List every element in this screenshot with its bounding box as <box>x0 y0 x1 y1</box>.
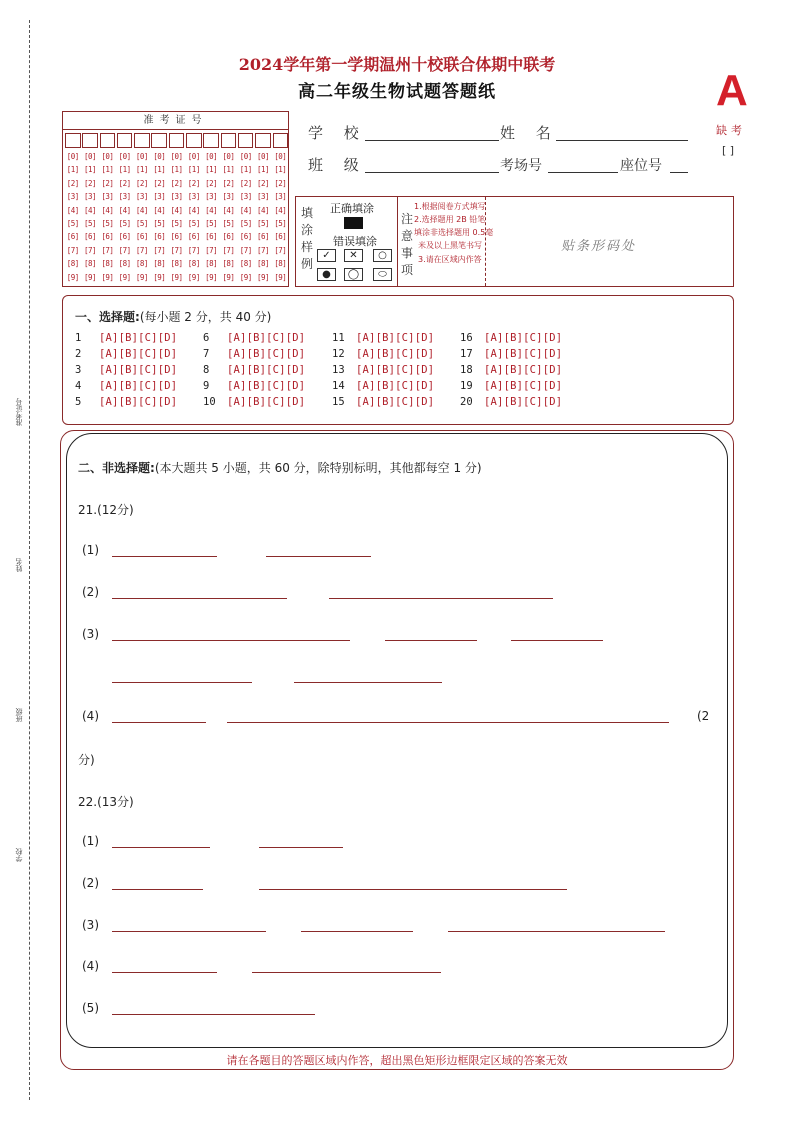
digit-bubble[interactable]: [8] <box>135 259 148 269</box>
answer-options[interactable]: [A][B][C][D] <box>227 332 306 344</box>
seat-field[interactable] <box>670 172 688 173</box>
notice-label <box>400 211 414 279</box>
answer-options[interactable]: [A][B][C][D] <box>484 396 563 408</box>
exam-number-grid <box>62 111 289 287</box>
absent-label: 缺考 <box>716 124 746 137</box>
digit-bubble[interactable]: [6] <box>222 232 235 242</box>
nonchoice-heading: 二、非选择题: <box>78 461 155 475</box>
digit-bubble[interactable]: [4] <box>101 205 114 215</box>
digit-bubble[interactable]: [5] <box>84 219 97 228</box>
barcode-area: 贴条形码处 <box>561 239 637 254</box>
notice-line: 1.根据阅卷方式填写 <box>414 202 486 211</box>
write-cell[interactable] <box>65 133 81 148</box>
question-number: 15 <box>332 396 345 408</box>
answer-line[interactable] <box>112 598 287 599</box>
side-label-class: 班级 <box>15 708 23 722</box>
question-number: 17 <box>460 348 473 360</box>
answer-options[interactable]: [A][B][C][D] <box>227 348 306 360</box>
digit-bubble[interactable]: [0] <box>118 152 131 161</box>
digit-bubble[interactable]: [8] <box>274 259 287 269</box>
digit-bubble[interactable]: [7] <box>205 245 218 255</box>
choice-note: (每小题 2 分，共 40 分) <box>139 310 272 324</box>
q21-sub3: (3) <box>82 627 99 641</box>
answer-line[interactable] <box>266 556 371 557</box>
question-number: 3 <box>75 364 82 376</box>
digit-bubble[interactable]: [8] <box>101 259 114 269</box>
digit-bubble[interactable]: [2] <box>274 178 287 188</box>
digit-bubble[interactable]: [6] <box>274 232 287 242</box>
answer-line[interactable] <box>112 1014 315 1015</box>
digit-bubble[interactable]: [2] <box>118 178 131 188</box>
check-mark-icon: ✓ <box>317 249 336 262</box>
choice-section <box>62 295 734 425</box>
digit-bubble[interactable]: [9] <box>66 272 79 282</box>
digit-bubble[interactable]: [6] <box>101 232 114 242</box>
digit-bubble[interactable]: [0] <box>153 152 166 161</box>
digit-bubble[interactable]: [2] <box>239 178 252 188</box>
answer-line[interactable] <box>112 640 350 641</box>
digit-bubble[interactable]: [9] <box>170 272 183 282</box>
correct-fill-label: 正确填涂 <box>330 202 374 215</box>
digit-bubble[interactable]: [6] <box>84 232 97 242</box>
answer-line[interactable] <box>259 847 343 848</box>
digit-bubble[interactable]: [6] <box>153 232 166 242</box>
digit-bubble[interactable]: [4] <box>118 205 131 215</box>
digit-bubble[interactable]: [7] <box>101 245 114 255</box>
digit-bubble[interactable]: [6] <box>205 232 218 242</box>
digit-bubble[interactable]: [9] <box>118 272 131 282</box>
digit-bubble[interactable]: [3] <box>118 192 131 202</box>
answer-options[interactable]: [A][B][C][D] <box>484 380 563 392</box>
side-label-exam-number: 准考证号 <box>15 398 23 426</box>
oval-mark-icon: ◯ <box>344 268 363 281</box>
digit-bubble[interactable]: [4] <box>256 205 270 215</box>
fill-example-label <box>300 205 314 273</box>
digit-bubble[interactable]: [0] <box>84 152 97 161</box>
digit-bubble[interactable]: [5] <box>118 219 131 228</box>
circle-mark-icon: ○ <box>373 249 392 262</box>
write-cell[interactable] <box>238 133 254 148</box>
digit-bubble[interactable]: [4] <box>84 205 97 215</box>
digit-bubble[interactable]: [5] <box>256 219 270 228</box>
points-note: (2 <box>697 709 710 723</box>
answer-options[interactable]: [A][B][C][D] <box>99 364 178 376</box>
exam-number-write-cells <box>65 133 290 148</box>
write-cell[interactable] <box>203 133 219 148</box>
answer-options[interactable]: [A][B][C][D] <box>99 396 178 408</box>
digit-bubble[interactable]: [3] <box>205 192 218 202</box>
answer-line[interactable] <box>112 556 217 557</box>
label-char: 样 <box>300 240 313 254</box>
answer-options[interactable]: [A][B][C][D] <box>484 364 563 376</box>
digit-bubble[interactable]: [2] <box>101 178 114 188</box>
ellipse-mark-icon: ⬭ <box>373 268 392 281</box>
digit-bubble[interactable]: [1] <box>274 165 287 175</box>
digit-bubble[interactable]: [2] <box>66 178 79 188</box>
write-cell[interactable] <box>100 133 116 148</box>
choice-title <box>75 308 271 325</box>
nonchoice-note: (本大题共 5 小题，共 60 分，除特别标明，其他都每空 1 分) <box>154 461 482 475</box>
digit-bubble[interactable]: [5] <box>222 219 235 228</box>
notice-line: 2.选择题用 2B 铅笔 <box>414 215 486 224</box>
digit-bubble[interactable]: [2] <box>205 178 218 188</box>
digit-bubble[interactable]: [8] <box>66 259 79 269</box>
answer-line[interactable] <box>301 931 413 932</box>
digit-bubble[interactable]: [5] <box>274 219 287 228</box>
side-label-school: 学校 <box>15 848 23 862</box>
q22-sub5: (5) <box>82 1001 99 1015</box>
q21-sub4: (4) <box>82 709 99 723</box>
nonchoice-title <box>78 459 482 476</box>
answer-line[interactable] <box>112 722 206 723</box>
digit-bubble[interactable]: [6] <box>118 232 131 242</box>
digit-bubble[interactable]: [7] <box>274 245 287 255</box>
digit-bubble[interactable]: [1] <box>205 165 218 175</box>
digit-row <box>65 206 290 215</box>
digit-bubble[interactable]: [8] <box>256 259 270 269</box>
digit-bubble[interactable]: [4] <box>239 205 252 215</box>
notice-line: 填涂非选择题用 0.5毫 <box>414 228 494 237</box>
digit-bubble[interactable]: [4] <box>153 205 166 215</box>
cut-line <box>29 20 30 1100</box>
digit-bubble[interactable]: [6] <box>170 232 183 242</box>
digit-bubble[interactable]: [8] <box>205 259 218 269</box>
answer-options[interactable]: [A][B][C][D] <box>484 332 563 344</box>
digit-bubble[interactable]: [5] <box>135 219 148 228</box>
digit-bubble[interactable]: [1] <box>153 165 166 175</box>
answer-options[interactable]: [A][B][C][D] <box>227 380 306 392</box>
digit-bubble[interactable]: [3] <box>187 192 200 202</box>
write-cell[interactable] <box>221 133 237 148</box>
digit-bubble[interactable]: [1] <box>66 165 79 175</box>
digit-bubble[interactable]: [2] <box>84 178 97 188</box>
digit-bubble[interactable]: [9] <box>84 272 97 282</box>
digit-bubble[interactable]: [3] <box>274 192 287 202</box>
digit-bubble[interactable]: [8] <box>222 259 235 269</box>
digit-bubble[interactable]: [7] <box>256 245 270 255</box>
question-number: 19 <box>460 380 473 392</box>
absent-checkbox[interactable]: [ ] <box>722 144 735 157</box>
digit-bubble[interactable]: [1] <box>84 165 97 175</box>
q21-sub2: (2) <box>82 585 99 599</box>
digit-bubble[interactable]: [2] <box>170 178 183 188</box>
label-char: 意 <box>400 229 413 243</box>
digit-row <box>65 179 290 188</box>
digit-bubble[interactable]: [3] <box>222 192 235 202</box>
digit-bubble[interactable]: [4] <box>205 205 218 215</box>
school-label: 学 校 <box>308 124 367 142</box>
write-cell[interactable] <box>169 133 185 148</box>
answer-area-inner-border <box>66 433 728 1048</box>
room-label: 考场号 <box>500 158 542 174</box>
digit-bubble[interactable]: [7] <box>222 245 235 255</box>
seat-label: 座位号 <box>620 158 662 174</box>
cross-mark-icon: ✕ <box>344 249 363 262</box>
answer-options[interactable]: [A][B][C][D] <box>99 348 178 360</box>
correct-fill-sample <box>344 217 363 229</box>
digit-bubble[interactable]: [8] <box>118 259 131 269</box>
question-number: 1 <box>75 332 82 344</box>
digit-row <box>65 152 290 161</box>
digit-bubble[interactable]: [9] <box>256 272 270 282</box>
footer-notice: 请在各题目的答题区域内作答，超出黑色矩形边框限定区域的答案无效 <box>226 1054 568 1067</box>
digit-bubble[interactable]: [5] <box>153 219 166 228</box>
write-cell[interactable] <box>186 133 202 148</box>
digit-bubble[interactable]: [7] <box>135 245 148 255</box>
question-number: 7 <box>203 348 210 360</box>
answer-line[interactable] <box>294 682 442 683</box>
digit-bubble[interactable]: [9] <box>153 272 166 282</box>
class-label: 班 级 <box>308 156 367 174</box>
exam-title: 2024学年第一学期温州十校联合体期中联考 <box>238 55 556 74</box>
digit-row <box>65 192 290 201</box>
digit-bubble[interactable]: [9] <box>135 272 148 282</box>
label-char: 事 <box>400 246 413 260</box>
q22-sub2: (2) <box>82 876 99 890</box>
dot-mark-icon: ● <box>317 268 336 281</box>
choice-heading: 一、选择题: <box>75 310 140 324</box>
q22-sub1: (1) <box>82 834 99 848</box>
digit-bubble[interactable]: [1] <box>101 165 114 175</box>
room-field[interactable] <box>548 172 618 173</box>
question-number: 4 <box>75 380 82 392</box>
exam-number-title: 准考证号 <box>63 112 288 130</box>
digit-bubble[interactable]: [5] <box>66 219 79 228</box>
digit-bubble[interactable]: [9] <box>187 272 200 282</box>
digit-bubble[interactable]: [5] <box>239 219 252 228</box>
question-number: 11 <box>332 332 345 344</box>
answer-line[interactable] <box>112 972 217 973</box>
digit-row <box>65 219 290 228</box>
answer-options[interactable]: [A][B][C][D] <box>356 364 435 376</box>
digit-bubble[interactable]: [4] <box>170 205 183 215</box>
name-field[interactable] <box>556 140 688 141</box>
write-cell[interactable] <box>273 133 289 148</box>
digit-bubble[interactable]: [1] <box>170 165 183 175</box>
digit-bubble[interactable]: [4] <box>66 205 79 215</box>
q22-heading: 22.(13分) <box>78 795 134 809</box>
label-char: 填 <box>300 206 313 220</box>
divider <box>397 197 398 286</box>
label-char: 涂 <box>300 223 313 237</box>
digit-bubble[interactable]: [8] <box>170 259 183 269</box>
digit-bubble[interactable]: [6] <box>239 232 252 242</box>
digit-bubble[interactable]: [5] <box>205 219 218 228</box>
digit-bubble[interactable]: [0] <box>66 152 79 161</box>
question-number: 20 <box>460 396 473 408</box>
write-cell[interactable] <box>117 133 133 148</box>
digit-bubble[interactable]: [6] <box>66 232 79 242</box>
answer-line[interactable] <box>252 972 441 973</box>
answer-options[interactable]: [A][B][C][D] <box>356 380 435 392</box>
answer-options[interactable]: [A][B][C][D] <box>356 332 435 344</box>
answer-line[interactable] <box>112 931 266 932</box>
digit-row <box>65 259 290 268</box>
answer-options[interactable]: [A][B][C][D] <box>227 396 306 408</box>
digit-bubble[interactable]: [0] <box>222 152 235 161</box>
question-number: 9 <box>203 380 210 392</box>
digit-bubble[interactable]: [0] <box>239 152 252 161</box>
digit-bubble[interactable]: [0] <box>101 152 114 161</box>
paper-type-mark: A <box>716 66 748 115</box>
answer-options[interactable]: [A][B][C][D] <box>227 364 306 376</box>
digit-bubble[interactable]: [7] <box>239 245 252 255</box>
digit-bubble[interactable]: [6] <box>135 232 148 242</box>
digit-bubble[interactable]: [3] <box>101 192 114 202</box>
barcode-divider <box>485 197 486 286</box>
answer-options[interactable]: [A][B][C][D] <box>356 348 435 360</box>
question-number: 12 <box>332 348 345 360</box>
digit-bubble[interactable]: [3] <box>170 192 183 202</box>
digit-bubble[interactable]: [0] <box>256 152 270 161</box>
digit-bubble[interactable]: [3] <box>135 192 148 202</box>
school-field[interactable] <box>365 140 499 141</box>
answer-options[interactable]: [A][B][C][D] <box>99 332 178 344</box>
question-number: 10 <box>203 396 216 408</box>
sheet-title: 高二年级生物试题答题纸 <box>298 82 496 102</box>
answer-options[interactable]: [A][B][C][D] <box>99 380 178 392</box>
digit-bubble[interactable]: [9] <box>274 272 287 282</box>
answer-options[interactable]: [A][B][C][D] <box>356 396 435 408</box>
label-char: 项 <box>400 263 413 277</box>
digit-bubble[interactable]: [3] <box>153 192 166 202</box>
question-number: 16 <box>460 332 473 344</box>
question-number: 14 <box>332 380 345 392</box>
digit-row <box>65 273 290 282</box>
digit-bubble[interactable]: [8] <box>84 259 97 269</box>
digit-bubble[interactable]: [3] <box>84 192 97 202</box>
q21-sub1: (1) <box>82 543 99 557</box>
digit-bubble[interactable]: [1] <box>256 165 270 175</box>
q22-sub3: (3) <box>82 918 99 932</box>
digit-bubble[interactable]: [5] <box>187 219 200 228</box>
digit-bubble[interactable]: [5] <box>101 219 114 228</box>
digit-bubble[interactable]: [9] <box>239 272 252 282</box>
digit-bubble[interactable]: [6] <box>256 232 270 242</box>
digit-bubble[interactable]: [0] <box>135 152 148 161</box>
answer-line[interactable] <box>112 847 210 848</box>
digit-bubble[interactable]: [8] <box>239 259 252 269</box>
digit-bubble[interactable]: [2] <box>187 178 200 188</box>
digit-bubble[interactable]: [2] <box>153 178 166 188</box>
digit-bubble[interactable]: [2] <box>256 178 270 188</box>
q22-sub4: (4) <box>82 959 99 973</box>
digit-bubble[interactable]: [2] <box>135 178 148 188</box>
answer-line[interactable] <box>448 931 665 932</box>
label-char: 例 <box>300 257 313 271</box>
side-label-name: 姓名 <box>15 558 23 572</box>
digit-bubble[interactable]: [1] <box>135 165 148 175</box>
digit-bubble[interactable]: [4] <box>274 205 287 215</box>
digit-bubble[interactable]: [4] <box>135 205 148 215</box>
digit-bubble[interactable]: [7] <box>84 245 97 255</box>
digit-bubble[interactable]: [6] <box>187 232 200 242</box>
digit-bubble[interactable]: [1] <box>118 165 131 175</box>
digit-bubble[interactable]: [4] <box>187 205 200 215</box>
digit-bubble[interactable]: [1] <box>239 165 252 175</box>
answer-line[interactable] <box>259 889 567 890</box>
notice-line: 3.请在区域内作答 <box>418 255 482 264</box>
digit-bubble[interactable]: [0] <box>205 152 218 161</box>
digit-row <box>65 165 290 174</box>
q21-heading: 21.(12分) <box>78 503 134 517</box>
digit-bubble[interactable]: [1] <box>222 165 235 175</box>
question-number: 6 <box>203 332 210 344</box>
question-number: 2 <box>75 348 82 360</box>
digit-bubble[interactable]: [9] <box>222 272 235 282</box>
digit-bubble[interactable]: [8] <box>153 259 166 269</box>
digit-bubble[interactable]: [8] <box>187 259 200 269</box>
digit-bubble[interactable]: [7] <box>170 245 183 255</box>
question-number: 5 <box>75 396 82 408</box>
digit-bubble[interactable]: [9] <box>205 272 218 282</box>
digit-bubble[interactable]: [7] <box>187 245 200 255</box>
digit-bubble[interactable]: [7] <box>118 245 131 255</box>
digit-bubble[interactable]: [7] <box>66 245 79 255</box>
write-cell[interactable] <box>255 133 271 148</box>
answer-line[interactable] <box>112 889 203 890</box>
name-label: 姓 名 <box>500 124 559 142</box>
question-number: 8 <box>203 364 210 376</box>
answer-line[interactable] <box>112 682 252 683</box>
label-char: 注 <box>400 212 413 226</box>
digit-bubble[interactable]: [0] <box>274 152 287 161</box>
digit-bubble[interactable]: [5] <box>170 219 183 228</box>
answer-line[interactable] <box>511 640 603 641</box>
digit-bubble[interactable]: [4] <box>222 205 235 215</box>
digit-bubble[interactable]: [7] <box>153 245 166 255</box>
digit-bubble[interactable]: [3] <box>66 192 79 202</box>
points-note-cont: 分) <box>78 753 95 767</box>
digit-row <box>65 232 290 241</box>
question-number: 18 <box>460 364 473 376</box>
answer-line[interactable] <box>227 722 669 723</box>
digit-row <box>65 246 290 255</box>
write-cell[interactable] <box>82 133 98 148</box>
answer-line[interactable] <box>329 598 553 599</box>
wrong-fill-label: 错误填涂 <box>333 235 377 248</box>
digit-bubble[interactable]: [1] <box>187 165 200 175</box>
answer-options[interactable]: [A][B][C][D] <box>484 348 563 360</box>
write-cell[interactable] <box>134 133 150 148</box>
fill-example-box <box>295 196 734 287</box>
digit-bubble[interactable]: [2] <box>222 178 235 188</box>
question-number: 13 <box>332 364 345 376</box>
digit-bubble[interactable]: [9] <box>101 272 114 282</box>
write-cell[interactable] <box>151 133 167 148</box>
digit-bubble[interactable]: [0] <box>170 152 183 161</box>
digit-bubble[interactable]: [0] <box>187 152 200 161</box>
digit-bubble[interactable]: [3] <box>239 192 252 202</box>
notice-line: 米及以上黑笔书写 <box>418 241 482 250</box>
class-field[interactable] <box>365 172 499 173</box>
answer-line[interactable] <box>385 640 477 641</box>
digit-bubble[interactable]: [3] <box>256 192 270 202</box>
